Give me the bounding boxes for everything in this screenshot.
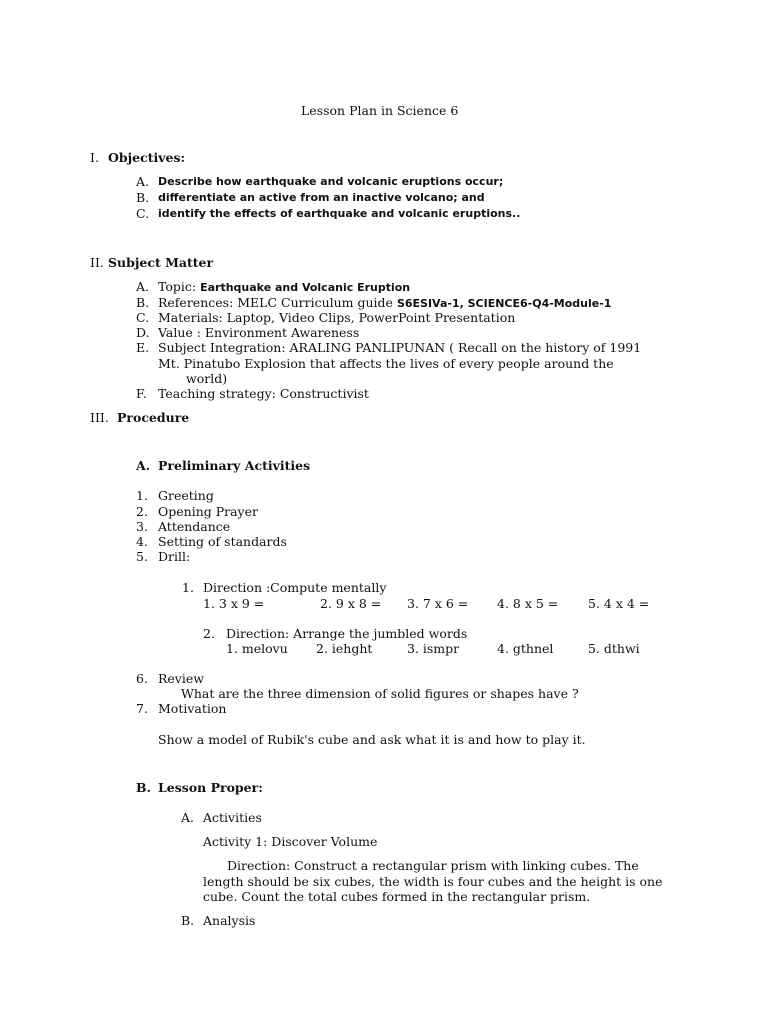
list-item: Review: [158, 671, 204, 686]
objective-item: Describe how earthquake and volcanic eruptions occur;: [158, 175, 504, 188]
jumbled-word: 1. melovu: [226, 641, 288, 656]
topic-label: Topic:: [158, 279, 197, 294]
value-text: Value : Environment Awareness: [158, 325, 360, 340]
list-letter: C.: [136, 206, 150, 221]
list-number: 6.: [136, 671, 148, 686]
integration-line: Mt. Pinatubo Explosion that affects the lives of every people around the: [158, 356, 614, 371]
subsection-heading-lesson-proper: Lesson Proper:: [158, 780, 263, 795]
section-heading-objectives: Objectives:: [108, 150, 186, 165]
integration-line: world): [186, 371, 228, 386]
list-letter: B.: [181, 913, 195, 928]
list-item: Opening Prayer: [158, 504, 258, 519]
references-value: S6ESIVa-1, SCIENCE6-Q4-Module-1: [396, 297, 612, 310]
drill-problem: 4. 8 x 5 =: [497, 596, 559, 611]
references-row: [158, 295, 611, 310]
list-letter: B.: [136, 780, 151, 795]
section-heading-subject-matter: Subject Matter: [108, 255, 214, 270]
strategy-text: Teaching strategy: Constructivist: [158, 386, 369, 401]
drill-problem: 2. 9 x 8 =: [320, 596, 382, 611]
objective-item: differentiate an active from an inactive volcano; and: [158, 191, 485, 204]
jumbled-word: 5. dthwi: [588, 641, 640, 656]
drill-direction: Direction :Compute mentally: [203, 580, 387, 595]
list-letter: A.: [136, 458, 151, 473]
objective-item: identify the effects of earthquake and volcanic eruptions..: [158, 207, 521, 220]
list-item: Setting of standards: [158, 534, 287, 549]
list-letter: B.: [136, 190, 150, 205]
list-item: Attendance: [158, 519, 231, 534]
drill-problem: 3. 7 x 6 =: [407, 596, 469, 611]
section-number: II.: [90, 255, 104, 270]
activity-direction: Direction: Construct a rectangular prism with linking cubes. The length should be six cubes, the width is four cubes and the height is one cube. Count the total cubes formed in the rectangular prism.: [203, 858, 663, 904]
list-number: 2.: [203, 626, 215, 641]
list-item: Drill:: [158, 549, 191, 564]
drill-problem: 5. 4 x 4 =: [588, 596, 650, 611]
references-label: References: MELC Curriculum guide: [158, 295, 393, 310]
list-number: 5.: [136, 549, 148, 564]
jumbled-word: 3. ismpr: [407, 641, 460, 656]
integration-line: Subject Integration: ARALING PANLIPUNAN ( Recall on the history of 1991: [158, 340, 642, 355]
drill-problem: 1. 3 x 9 =: [203, 596, 265, 611]
list-number: 1.: [136, 488, 148, 503]
jumbled-word: 2. iehght: [316, 641, 373, 656]
list-letter: C.: [136, 310, 150, 325]
page-title: Lesson Plan in Science 6: [301, 103, 459, 118]
drill-direction: Direction: Arrange the jumbled words: [226, 626, 468, 641]
topic-value: Earthquake and Volcanic Eruption: [200, 281, 411, 294]
list-letter: F.: [136, 386, 147, 401]
review-question: What are the three dimension of solid figures or shapes have ?: [181, 686, 579, 701]
list-number: 3.: [136, 519, 148, 534]
list-number: 4.: [136, 534, 148, 549]
list-letter: B.: [136, 295, 150, 310]
list-letter: A.: [181, 810, 195, 825]
section-number: I.: [90, 150, 99, 165]
list-item: Activities: [203, 810, 262, 825]
topic-row: [158, 279, 410, 294]
list-item: Analysis: [203, 913, 256, 928]
list-number: 1.: [182, 580, 194, 595]
subsection-heading-preliminary: Preliminary Activities: [158, 458, 311, 473]
section-number: III.: [90, 410, 109, 425]
list-letter: A.: [136, 279, 150, 294]
list-item: Greeting: [158, 488, 214, 503]
motivation-detail: Show a model of Rubik's cube and ask what it is and how to play it.: [158, 732, 586, 747]
activity-title: Activity 1: Discover Volume: [203, 834, 378, 849]
list-number: 7.: [136, 701, 148, 716]
list-item: Motivation: [158, 701, 227, 716]
materials-text: Materials: Laptop, Video Clips, PowerPoint Presentation: [158, 310, 516, 325]
section-heading-procedure: Procedure: [117, 410, 190, 425]
list-letter: D.: [136, 325, 150, 340]
jumbled-word: 4. gthnel: [497, 641, 554, 656]
list-letter: E.: [136, 340, 150, 355]
list-number: 2.: [136, 504, 148, 519]
list-letter: A.: [136, 174, 150, 189]
